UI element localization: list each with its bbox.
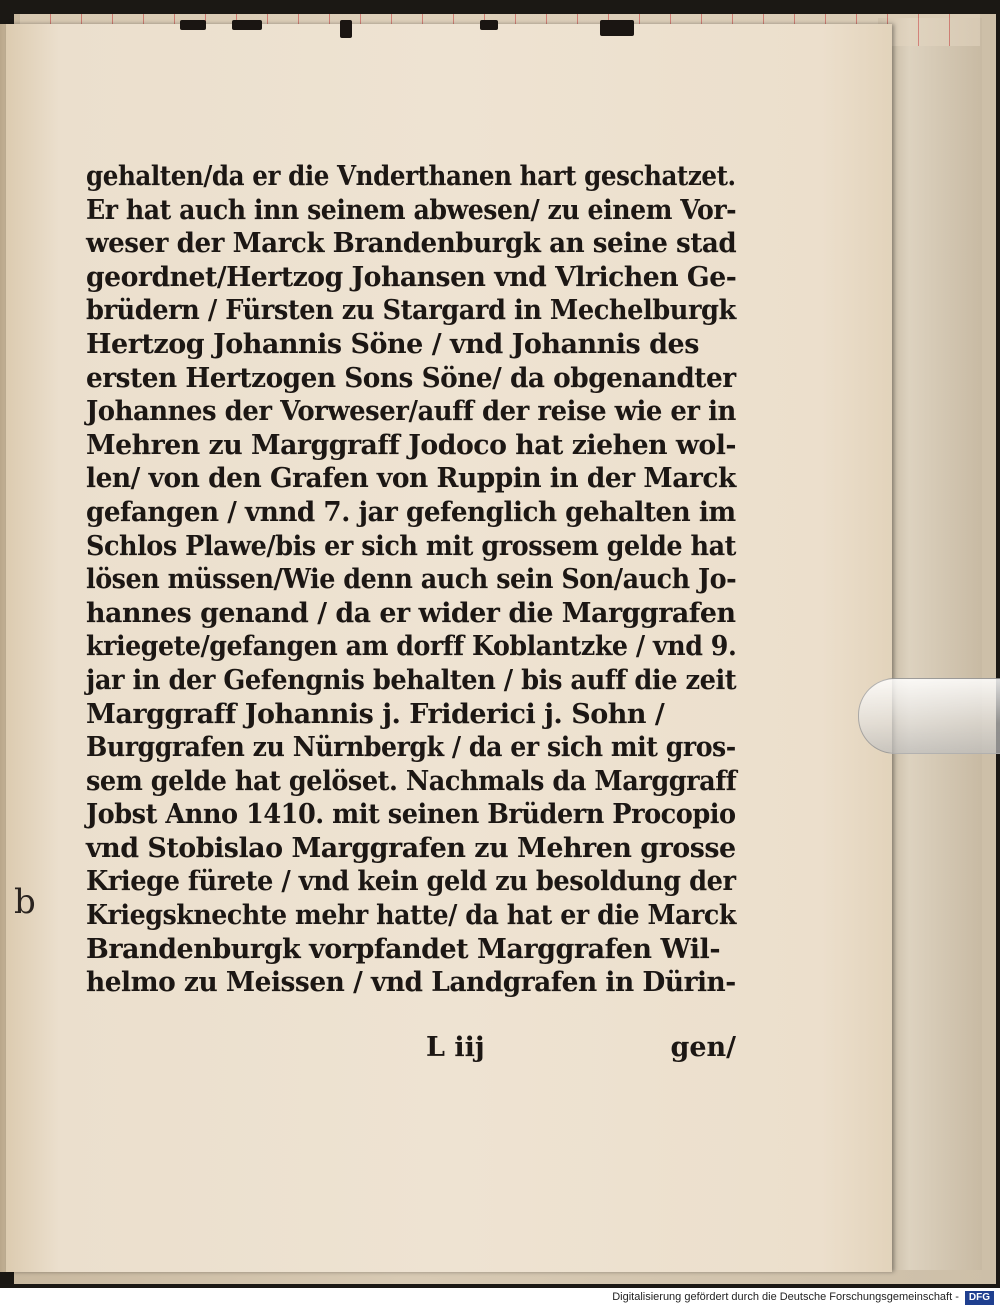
- text-line: brüdern / Fürsten zu Stargard in Mechelburgk: [86, 295, 736, 327]
- text-line: Er hat auch inn seinem abwesen/ zu einem Vor-: [86, 194, 737, 226]
- page-footer: [86, 1032, 736, 1066]
- text-line: helmo zu Meissen / vnd Landgrafen in Dürin-: [86, 967, 736, 999]
- text-line: gefangen / vnnd 7. jar gefenglich gehalten im: [86, 496, 736, 528]
- text-line: lösen müssen/Wie denn auch sein Son/auch Jo-: [86, 564, 737, 596]
- text-line: Johannes der Vorweser/auff der reise wie er in: [86, 396, 736, 428]
- text-line: sem gelde hat gelöset. Nachmals da Marggraff: [86, 765, 737, 797]
- text-line: jar in der Gefengnis behalten / bis auff die zeit: [86, 664, 737, 696]
- text-line: Burggrafen zu Nürnbergk / da er sich mit gros-: [86, 732, 736, 764]
- credit-text: Digitalisierung gefördert durch die Deutsche Forschungsgemeinschaft -: [612, 1291, 959, 1303]
- text-line: Mehren zu Marggraff Jodoco hat ziehen wol-: [86, 429, 737, 461]
- text-line: geordnet/Hertzog Johansen vnd Vlrichen Ge-: [86, 261, 737, 293]
- text-line: len/ von den Grafen von Ruppin in der Marck: [86, 463, 736, 495]
- catchword: gen/: [670, 1032, 736, 1063]
- dfg-logo: DFG: [965, 1291, 994, 1305]
- text-line: weser der Marck Brandenburgk an seine stad: [86, 228, 737, 260]
- text-line: ersten Hertzogen Sons Söne/ da obgenandter: [86, 362, 736, 394]
- page-body-text: [86, 160, 736, 1000]
- page-clip-holder: [858, 678, 1000, 754]
- board-edge: [878, 18, 982, 1270]
- text-line: Schlos Plawe/bis er sich mit grossem gelde hat: [86, 530, 736, 562]
- top-edge-ink-marks: [150, 20, 650, 44]
- text-line: Kriegsknechte mehr hatte/ da hat er die Marck: [86, 900, 736, 932]
- text-line: vnd Stobislao Marggrafen zu Mehren grosse: [86, 832, 736, 864]
- digitization-credit-bar: [0, 1288, 1000, 1306]
- text-line: Kriege fürete / vnd kein geld zu besoldung der: [86, 866, 736, 898]
- text-line: kriegete/gefangen am dorff Koblantzke / vnd 9.: [86, 631, 737, 663]
- text-line: Jobst Anno 1410. mit seinen Brüdern Procopio: [86, 799, 736, 831]
- text-line: Brandenburgk vorpfandet Marggrafen Wil-: [86, 933, 721, 965]
- text-line: Marggraff Johannis j. Friderici j. Sohn /: [86, 698, 665, 730]
- text-line: hannes genand / da er wider die Marggrafen: [86, 597, 736, 629]
- text-line: Hertzog Johannis Söne / vnd Johannis des: [86, 328, 699, 360]
- text-line: gehalten/da er die Vnderthanen hart geschatzet.: [86, 161, 736, 192]
- margin-annotation: b: [14, 882, 36, 922]
- signature-mark: L iij: [426, 1032, 485, 1063]
